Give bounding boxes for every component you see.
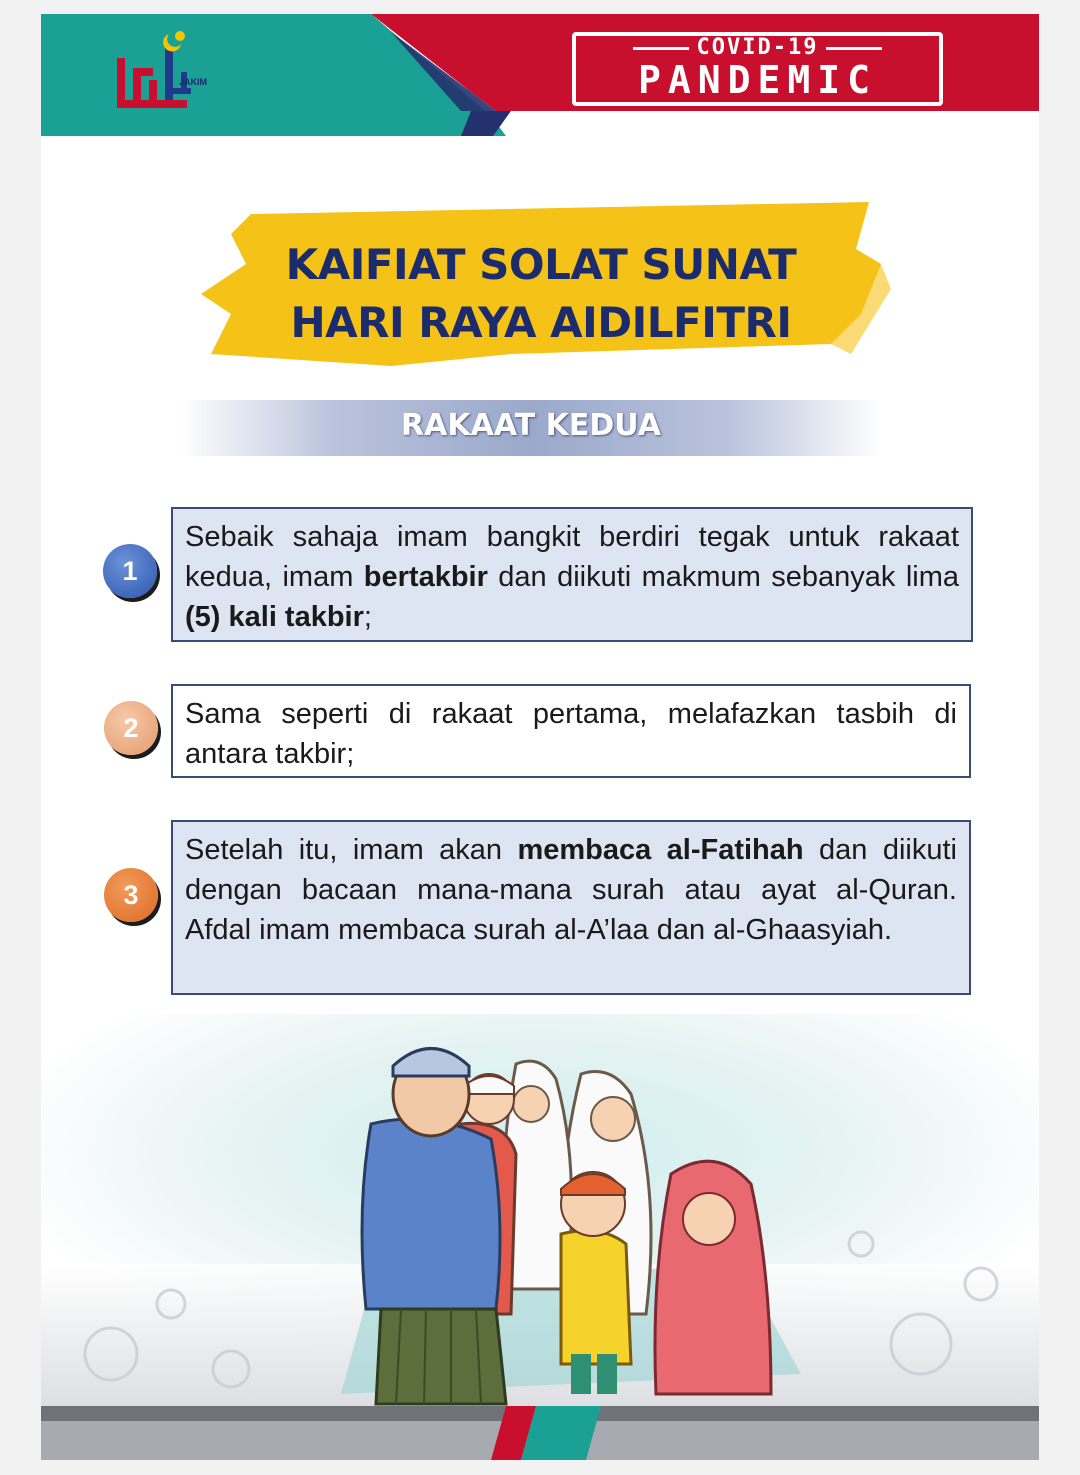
covid-pandemic-stamp	[572, 32, 943, 106]
step-text-fragment: bertakbir	[363, 561, 488, 593]
step-text-fragment: (5) kali takbir	[185, 601, 364, 633]
step-text-fragment: Sebaik sahaja imam bangkit berdiri tegak untuk rakaat kedua, imam	[185, 521, 959, 593]
stamp-main-text: PANDEMIC	[637, 58, 878, 102]
step-3-text	[171, 820, 971, 995]
stamp-top-text: COVID-19	[576, 35, 939, 60]
title-line-2: HARI RAYA AIDILFITRI	[290, 298, 792, 347]
step-1-badge: 1	[103, 544, 157, 598]
title-line-1: KAIFIAT SOLAT SUNAT	[285, 240, 797, 289]
step-text-fragment: membaca al-Fatihah	[517, 834, 804, 866]
step-1-text	[171, 507, 973, 642]
section-heading: RAKAAT KEDUA	[401, 408, 661, 443]
family-praying-illustration	[41, 1014, 1039, 1409]
step-text-fragment: dan diikuti dengan bacaan mana-mana surah atau ayat al-Quran. Afdal imam membaca surah al-A’laa dan al-Ghaasyiah.	[185, 834, 957, 946]
logo-label: JAKIM	[179, 77, 208, 87]
step-text-fragment: Sama seperti di rakaat pertama, melafazkan tasbih di antara takbir;	[185, 698, 957, 770]
step-text-fragment: Setelah itu, imam akan	[185, 834, 518, 866]
step-2-text	[171, 684, 971, 778]
section-heading-band	[181, 400, 881, 456]
step-3-badge: 3	[104, 868, 158, 922]
step-2-badge: 2	[104, 701, 158, 755]
step-text-fragment: ;	[363, 601, 372, 633]
header-band	[41, 14, 1039, 136]
title-banner	[191, 194, 891, 374]
page-title	[191, 236, 891, 352]
poster-page	[41, 14, 1039, 1460]
footer-band	[41, 1406, 1039, 1460]
step-text-fragment: dan diikuti makmum sebanyak lima	[487, 561, 959, 593]
